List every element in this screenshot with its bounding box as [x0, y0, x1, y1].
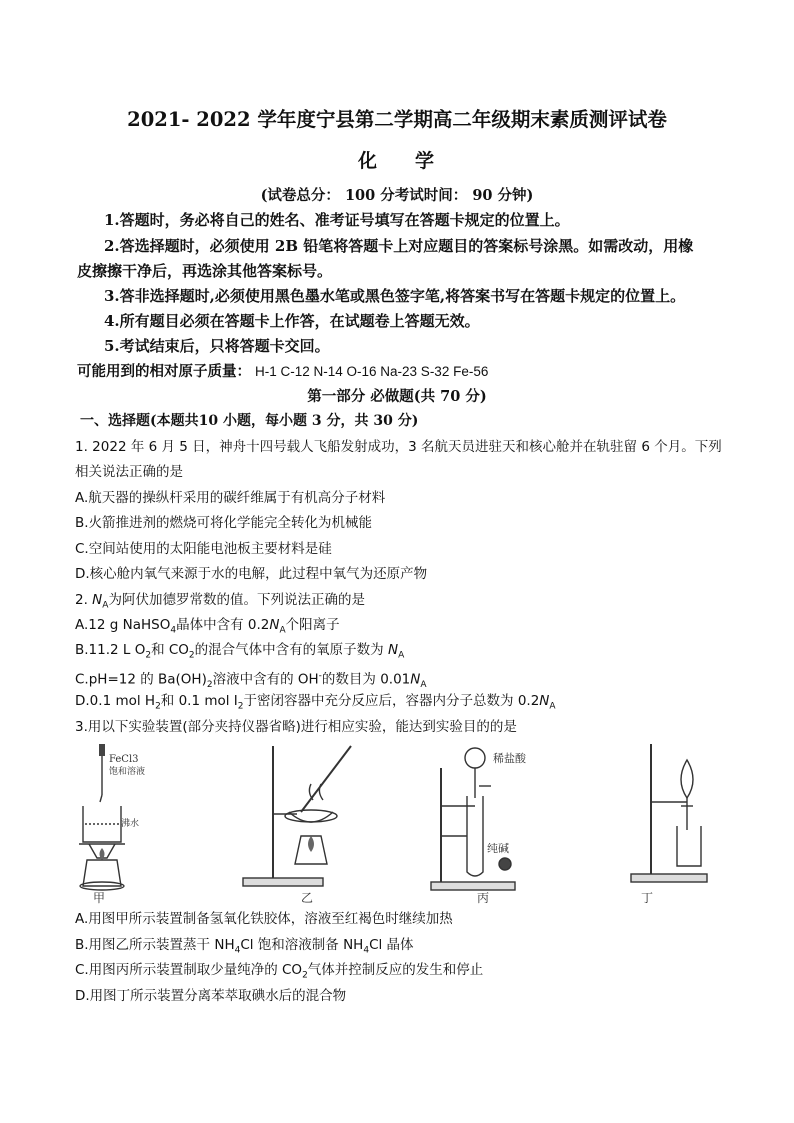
subject-char-1: 化	[357, 150, 379, 172]
instruction-2: 2.答选择题时，必须使用 2B 铅笔将答题卡上对应题目的答案标号涂黑。如需改动，用橡	[104, 237, 694, 255]
q3-option-a: A.用图甲所示装置制备氢氧化铁胶体，溶液至红褐色时继续加热	[75, 911, 453, 927]
subject-char-2: 学	[415, 150, 437, 172]
apparatus-ding	[631, 744, 707, 904]
q1-option-a: A.航天器的操纵杆采用的碳纤维属于有机高分子材料	[75, 490, 386, 506]
q3-apparatus-figure	[75, 740, 725, 904]
instruction-3: 3.答非选择题时,必须使用黑色墨水笔或黑色签字笔,将答案书写在答题卡规定的位置上。	[104, 287, 686, 305]
part-title: 第一部分 必做题(共 70 分)	[307, 388, 487, 405]
q3-option-c: C.用图丙所示装置制取少量纯净的 $CO_2$气体并控制反应的发生和停止	[75, 962, 484, 981]
q3-option-d: D.用图丁所示装置分离苯萃取碘水后的混合物	[75, 988, 347, 1004]
exam-title: 2021- 2022 学年度宁县第二学期高二年级期末素质测评试卷	[127, 108, 667, 131]
fig-label-ding: 丁	[641, 891, 654, 904]
fig-label-soda: 纯碱	[487, 842, 509, 855]
instruction-2-continued: 皮擦擦干净后，再选涂其他答案标号。	[77, 262, 333, 280]
atomic-masses-label: 可能用到的相对原子质量：	[77, 363, 251, 380]
apparatus-bing	[431, 748, 527, 904]
fig-label-boiling-water: 沸水	[121, 819, 140, 829]
instruction-5: 5.考试结束后，只将答题卡交回。	[104, 337, 330, 355]
atomic-masses	[77, 360, 488, 381]
section-title: 一、选择题(本题共10 小题，每小题 3 分，共 30 分)	[80, 413, 419, 429]
fig-label-fecl3-solution: 饱和溶液	[109, 767, 146, 777]
instruction-4: 4.所有题目必须在答题卡上作答，在试题卷上答题无效。	[104, 312, 480, 330]
fig-label-jia: 甲	[93, 891, 106, 904]
exam-info: (试卷总分： 100 分考试时间： 90 分钟)	[260, 187, 534, 204]
subject-name	[0, 146, 794, 173]
fig-label-hcl: 稀盐酸	[493, 752, 526, 765]
q2-option-c: C.pH=12 的 $Ba(OH)_2$溶液中含有的 OH-的数目为 $0.01N_A$	[75, 671, 427, 691]
apparatus-yi	[243, 746, 351, 904]
fig-label-bing: 丙	[477, 891, 490, 904]
q1-option-c: C.空间站使用的太阳能电池板主要材料是硅	[75, 541, 332, 557]
q3-option-b: B.用图乙所示装置蒸干 $NH_4Cl$ 饱和溶液制备 $NH_4Cl$ 晶体	[75, 937, 414, 956]
q1-stem: 1. 2022 年 6 月 5 日，神舟十四号载人飞船发射成功，3 名航天员进驻天和核心舱并在轨驻留 6 个月。下列	[75, 439, 722, 455]
q1-stem-continued: 相关说法正确的是	[75, 464, 183, 480]
q2-option-a: A.12 g NaHSO$_4$晶体中含有 $0.2N_A$个阳离子	[75, 617, 340, 636]
q2-option-b: B.11.2 L $O_2$和 $CO_2$的混合气体中含有的氧原子数为 $N_A$	[75, 642, 405, 661]
instruction-1: 1.答题时，务必将自己的姓名、准考证号填写在答题卡规定的位置上。	[104, 211, 570, 229]
atomic-masses-values: H-1 C-12 N-14 O-16 Na-23 S-32 Fe-56	[255, 364, 489, 379]
q2-option-d: D.0.1 mol $H_2$和 0.1 mol $I_2$于密闭容器中充分反应后，容器内分子总数为 $0.2N_A$	[75, 693, 556, 712]
q2-stem: 2. $N_A$为阿伏加德罗常数的值。下列说法正确的是	[75, 592, 365, 611]
fig-label-yi: 乙	[301, 891, 314, 904]
fig-label-fecl3: FeCl3	[109, 754, 139, 765]
q1-option-b: B.火箭推进剂的燃烧可将化学能完全转化为机械能	[75, 515, 373, 531]
q1-option-d: D.核心舱内氧气来源于水的电解，此过程中氧气为还原产物	[75, 566, 428, 582]
q3-stem: 3.用以下实验装置(部分夹持仪器省略)进行相应实验，能达到实验目的的是	[75, 719, 517, 735]
apparatus-jia	[79, 744, 145, 904]
